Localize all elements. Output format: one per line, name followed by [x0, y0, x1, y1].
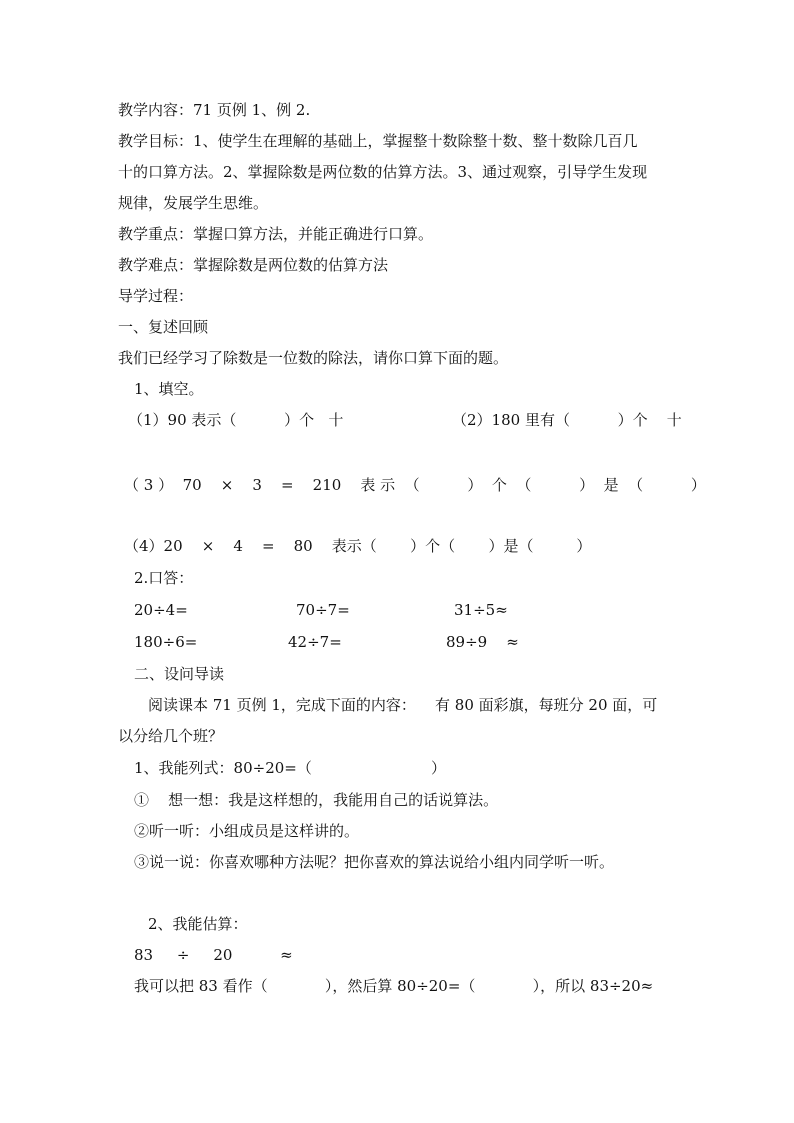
oral-q6: 89÷9 ≈ — [446, 633, 519, 651]
oral-q4: 180÷6= — [134, 633, 198, 651]
oral-q5: 42÷7= — [288, 633, 342, 651]
section-2-heading: 二、设问导读 — [134, 665, 225, 683]
lesson-objectives-line-3: 规律，发展学生思维。 — [118, 194, 269, 212]
lesson-key-point: 教学重点：掌握口算方法，并能正确进行口算。 — [118, 225, 434, 243]
oral-q1: 20÷4= — [134, 601, 188, 619]
fill-blank-heading: 1、填空。 — [134, 380, 204, 398]
think-step: ① 想一想：我是这样想的，我能用自己的话说算法。 — [134, 791, 499, 809]
reading-task-line-1: 阅读课本 71 页例 1，完成下面的内容： 有 80 面彩旗，每班分 20 面，可 — [148, 696, 658, 714]
section-1-heading: 一、复述回顾 — [118, 318, 209, 336]
fill-blank-q2: （2）180 里有（ ）个 十 — [452, 411, 682, 429]
lesson-content-line: 教学内容：71 页例 1、例 2. — [118, 101, 311, 119]
oral-q3: 31÷5≈ — [454, 601, 508, 619]
fill-blank-q3: （ 3 ） 70 × 3 = 210 表 示 （ ） 个 （ ） 是 （ ） — [124, 476, 706, 494]
lesson-objectives-line-2: 十的口算方法。2、掌握除数是两位数的估算方法。3、通过观察，引导学生发现 — [118, 163, 648, 181]
oral-answer-heading: 2.口答： — [134, 569, 194, 587]
guided-process-heading: 导学过程： — [118, 287, 194, 305]
lesson-objectives-line-1: 教学目标：1、使学生在理解的基础上，掌握整十数除整十数、整十数除几百几 — [118, 132, 638, 150]
listen-step: ②听一听：小组成员是这样讲的。 — [134, 822, 360, 840]
estimate-heading: 2、我能估算： — [148, 915, 248, 933]
oral-q2: 70÷7= — [296, 601, 350, 619]
estimate-expression: 83 ÷ 20 ≈ — [134, 946, 293, 964]
estimate-explanation: 我可以把 83 看作（ ），然后算 80÷20=（ ），所以 83÷20≈ — [134, 977, 654, 995]
fill-blank-q1: （1）90 表示（ ）个 十 — [128, 411, 344, 429]
fill-blank-q4: （4）20 × 4 = 80 表示（ ）个（ ）是（ ） — [124, 537, 592, 555]
speak-step: ③说一说：你喜欢哪种方法呢？把你喜欢的算法说给小组内同学听一听。 — [134, 853, 615, 871]
write-equation-line: 1、我能列式：80÷20=（ ） — [134, 759, 447, 777]
reading-task-line-2: 以分给几个班？ — [118, 727, 224, 745]
review-intro: 我们已经学习了除数是一位数的除法，请你口算下面的题。 — [118, 349, 509, 367]
lesson-difficulty: 教学难点：掌握除数是两位数的估算方法 — [118, 256, 389, 274]
